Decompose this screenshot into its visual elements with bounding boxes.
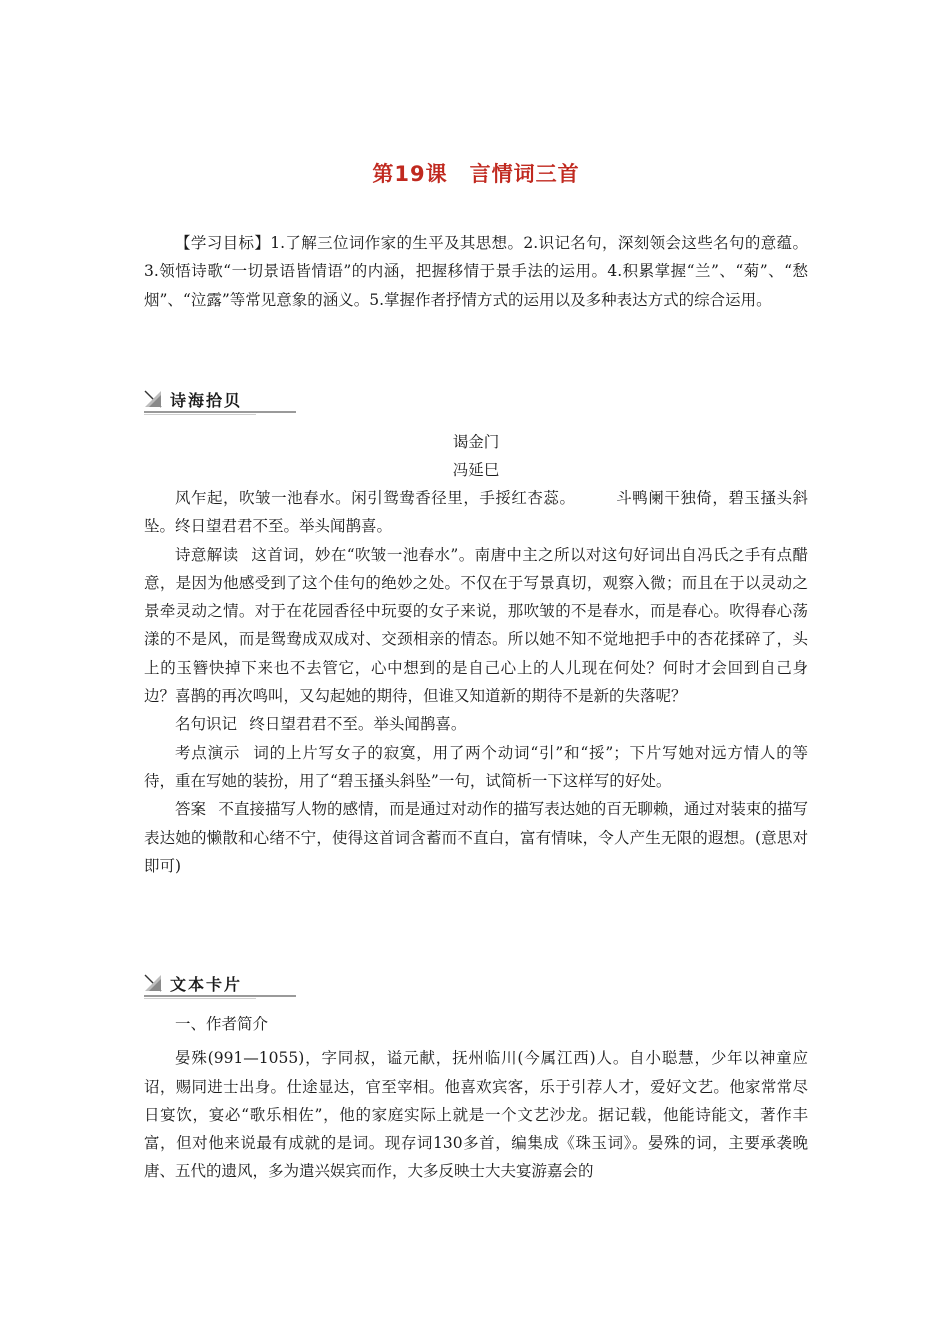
poem-block — [144, 428, 808, 880]
section-label: 文本卡片 — [170, 975, 243, 994]
author-intro-heading: 一、作者简介 — [175, 1015, 269, 1033]
answer: 答案 不直接描写人物的感情，而是通过对动作的描写表达她的百无聊赖，通过对装束的描写表达她的懒散和心绪不宁，使得这首词含蓄而不直白，富有情味，令人产生无限的遐想。(意思对即可) — [144, 800, 808, 875]
text-card-block — [144, 1010, 808, 1186]
section-rule — [144, 411, 296, 413]
corner-triangle-icon — [144, 974, 162, 992]
famous-line: 名句识记 终日望君君不至。举头闻鹊喜。 — [175, 715, 467, 734]
section-rule — [144, 995, 296, 997]
objectives-text: 1.了解三位词作家的生平及其思想。2.识记名句，深刻领会这些名句的意蕴。3.领悟诗歌“一切景语皆情语”的内涵，把握移情于景手法的运用。4.积累掌握“兰”、“菊”、“愁烟”、“泣露”等常见意象的涵义。5.掌握作者抒情方式的运用以及多种表达方式的综合运用。 — [144, 234, 808, 309]
section-header-text-card — [144, 972, 296, 1000]
exercise: 考点演示 词的上片写女子的寂寞，用了两个动词“引”和“挼”；下片写她对远方情人的等待，重在写她的装扮，用了“碧玉搔头斜坠”一句，试简析一下这样写的好处。 — [144, 743, 808, 790]
corner-triangle-icon — [144, 390, 162, 408]
poem-title: 谒金门 — [452, 433, 500, 451]
poem-author: 冯延巳 — [452, 461, 500, 479]
objectives-tag: 【学习目标】 — [175, 234, 271, 252]
learning-objectives — [144, 229, 808, 314]
author-intro-text: 晏殊(991—1055)，字同叔，谥元献，抚州临川(今属江西)人。自小聪慧，少年以神童应诏，赐同进士出身。仕途显达，官至宰相。他喜欢宾客，乐于引荐人才，爱好文艺。他家常常尽日宴饮，宴必“歌乐相佐”，他的家庭实际上就是一个文艺沙龙。据记载，他能诗能文，著作丰富，但对他来说最有成就的是词。现存词130多首，编集成《珠玉词》。晏殊的词，主要承袭晚唐、五代的遗风，多为遣兴娱宾而作，大多反映士大夫宴游嘉会的 — [144, 1049, 808, 1181]
page-title: 第19课 言情词三首 — [372, 162, 580, 186]
section-header-poetry — [144, 388, 296, 416]
section-rule-shadow — [144, 414, 256, 415]
section-label: 诗海拾贝 — [170, 391, 243, 410]
poem-interpretation: 诗意解读 这首词，妙在“吹皱一池春水”。南唐中主之所以对这句好词出自冯氏之手有点醋意，是因为他感受到了这个佳句的绝妙之处。不仅在于写景真切，观察入微；而且在于以灵动之景牵灵动之情。对于在花园香径中玩耍的女子来说，那吹皱的不是春水，而是春心。吹得春心荡漾的不是风，而是鸳鸯成双成对、交颈相亲的情态。所以她不知不觉地把手中的杏花揉碎了，头上的玉簪快掉下来也不去管它，心中想到的是自己心上的人儿现在何处？何时才会回到自己身边？喜鹊的再次鸣叫，又勾起她的期待，但谁又知道新的期待不是新的失落呢？ — [144, 545, 808, 706]
section-rule-shadow — [144, 998, 256, 999]
poem-text: 风乍起，吹皱一池春水。闲引鸳鸯香径里，手挼红杏蕊。 斗鸭阑干独倚，碧玉搔头斜坠。终日望君君不至。举头闻鹊喜。 — [144, 489, 808, 536]
